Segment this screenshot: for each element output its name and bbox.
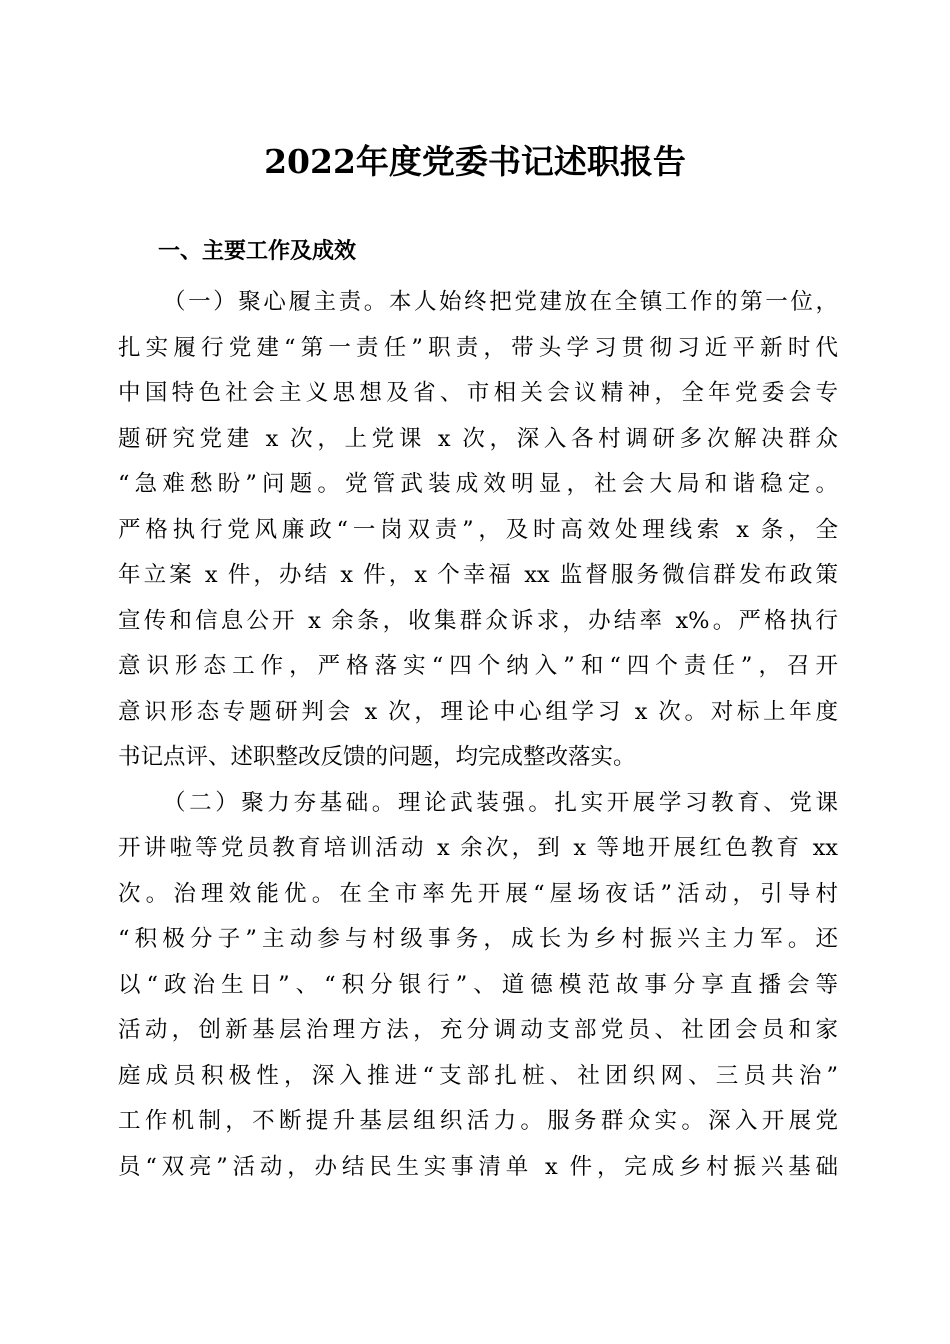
paragraph-line: 活动，创新基层治理方法，充分调动支部党员、社团会员和家 [118,1017,838,1043]
paragraph-line: 中国特色社会主义思想及省、市相关会议精神，全年党委会专 [118,380,838,406]
paragraph-line: 开讲啦等党员教育培训活动 x 余次，到 x 等地开展红色教育 xx [118,835,838,861]
paragraph-line: （二）聚力夯基础。理论武装强。扎实开展学习教育、党课 [163,789,838,816]
paragraph-line: 书记点评、述职整改反馈的问题，均完成整改落实。 [118,744,636,770]
section-heading: 一、主要工作及成效 [158,239,357,264]
paragraph-line: 次。治理效能优。在全市率先开展“屋场夜话”活动，引导村 [118,880,838,907]
paragraph-line: 工作机制，不断提升基层组织活力。服务群众实。深入开展党 [118,1108,838,1134]
paragraph-line: 严格执行党风廉政“一岗双责”，及时高效处理线索 x 条，全 [118,516,838,543]
paragraph-line: 意识形态工作，严格落实“四个纳入”和“四个责任”，召开 [118,653,838,679]
paragraph-line: 题研究党建 x 次，上党课 x 次，深入各村调研多次解决群众 [118,425,838,452]
paragraph-line: 宣传和信息公开 x 余条，收集群众诉求，办结率 x%。严格执行 [118,607,838,634]
paragraph-line: 意识形态专题研判会 x 次，理论中心组学习 x 次。对标上年度 [118,698,838,725]
paragraph-line: 以“政治生日”、“积分银行”、道德模范故事分享直播会等 [118,971,838,998]
paragraph-line: 员“双亮”活动，办结民生实事清单 x 件，完成乡村振兴基础 [118,1153,838,1180]
paragraph-line: （一）聚心履主责。本人始终把党建放在全镇工作的第一位， [163,289,838,315]
paragraph-line: 庭成员积极性，深入推进“支部扎桩、社团织网、三员共治” [118,1062,838,1089]
body-text [118,280,838,1190]
document-title: 2022年度党委书记述职报告 [264,142,686,181]
paragraph-line: 扎实履行党建“第一责任”职责，带头学习贯彻习近平新时代 [118,334,838,361]
paragraph-line: 年立案 x 件，办结 x 件，x 个幸福 xx 监督服务微信群发布政策 [118,562,838,588]
paragraph-line: “积极分子”主动参与村级事务，成长为乡村振兴主力军。还 [118,926,838,952]
paragraph-line: “急难愁盼”问题。党管武装成效明显，社会大局和谐稳定。 [118,471,838,497]
